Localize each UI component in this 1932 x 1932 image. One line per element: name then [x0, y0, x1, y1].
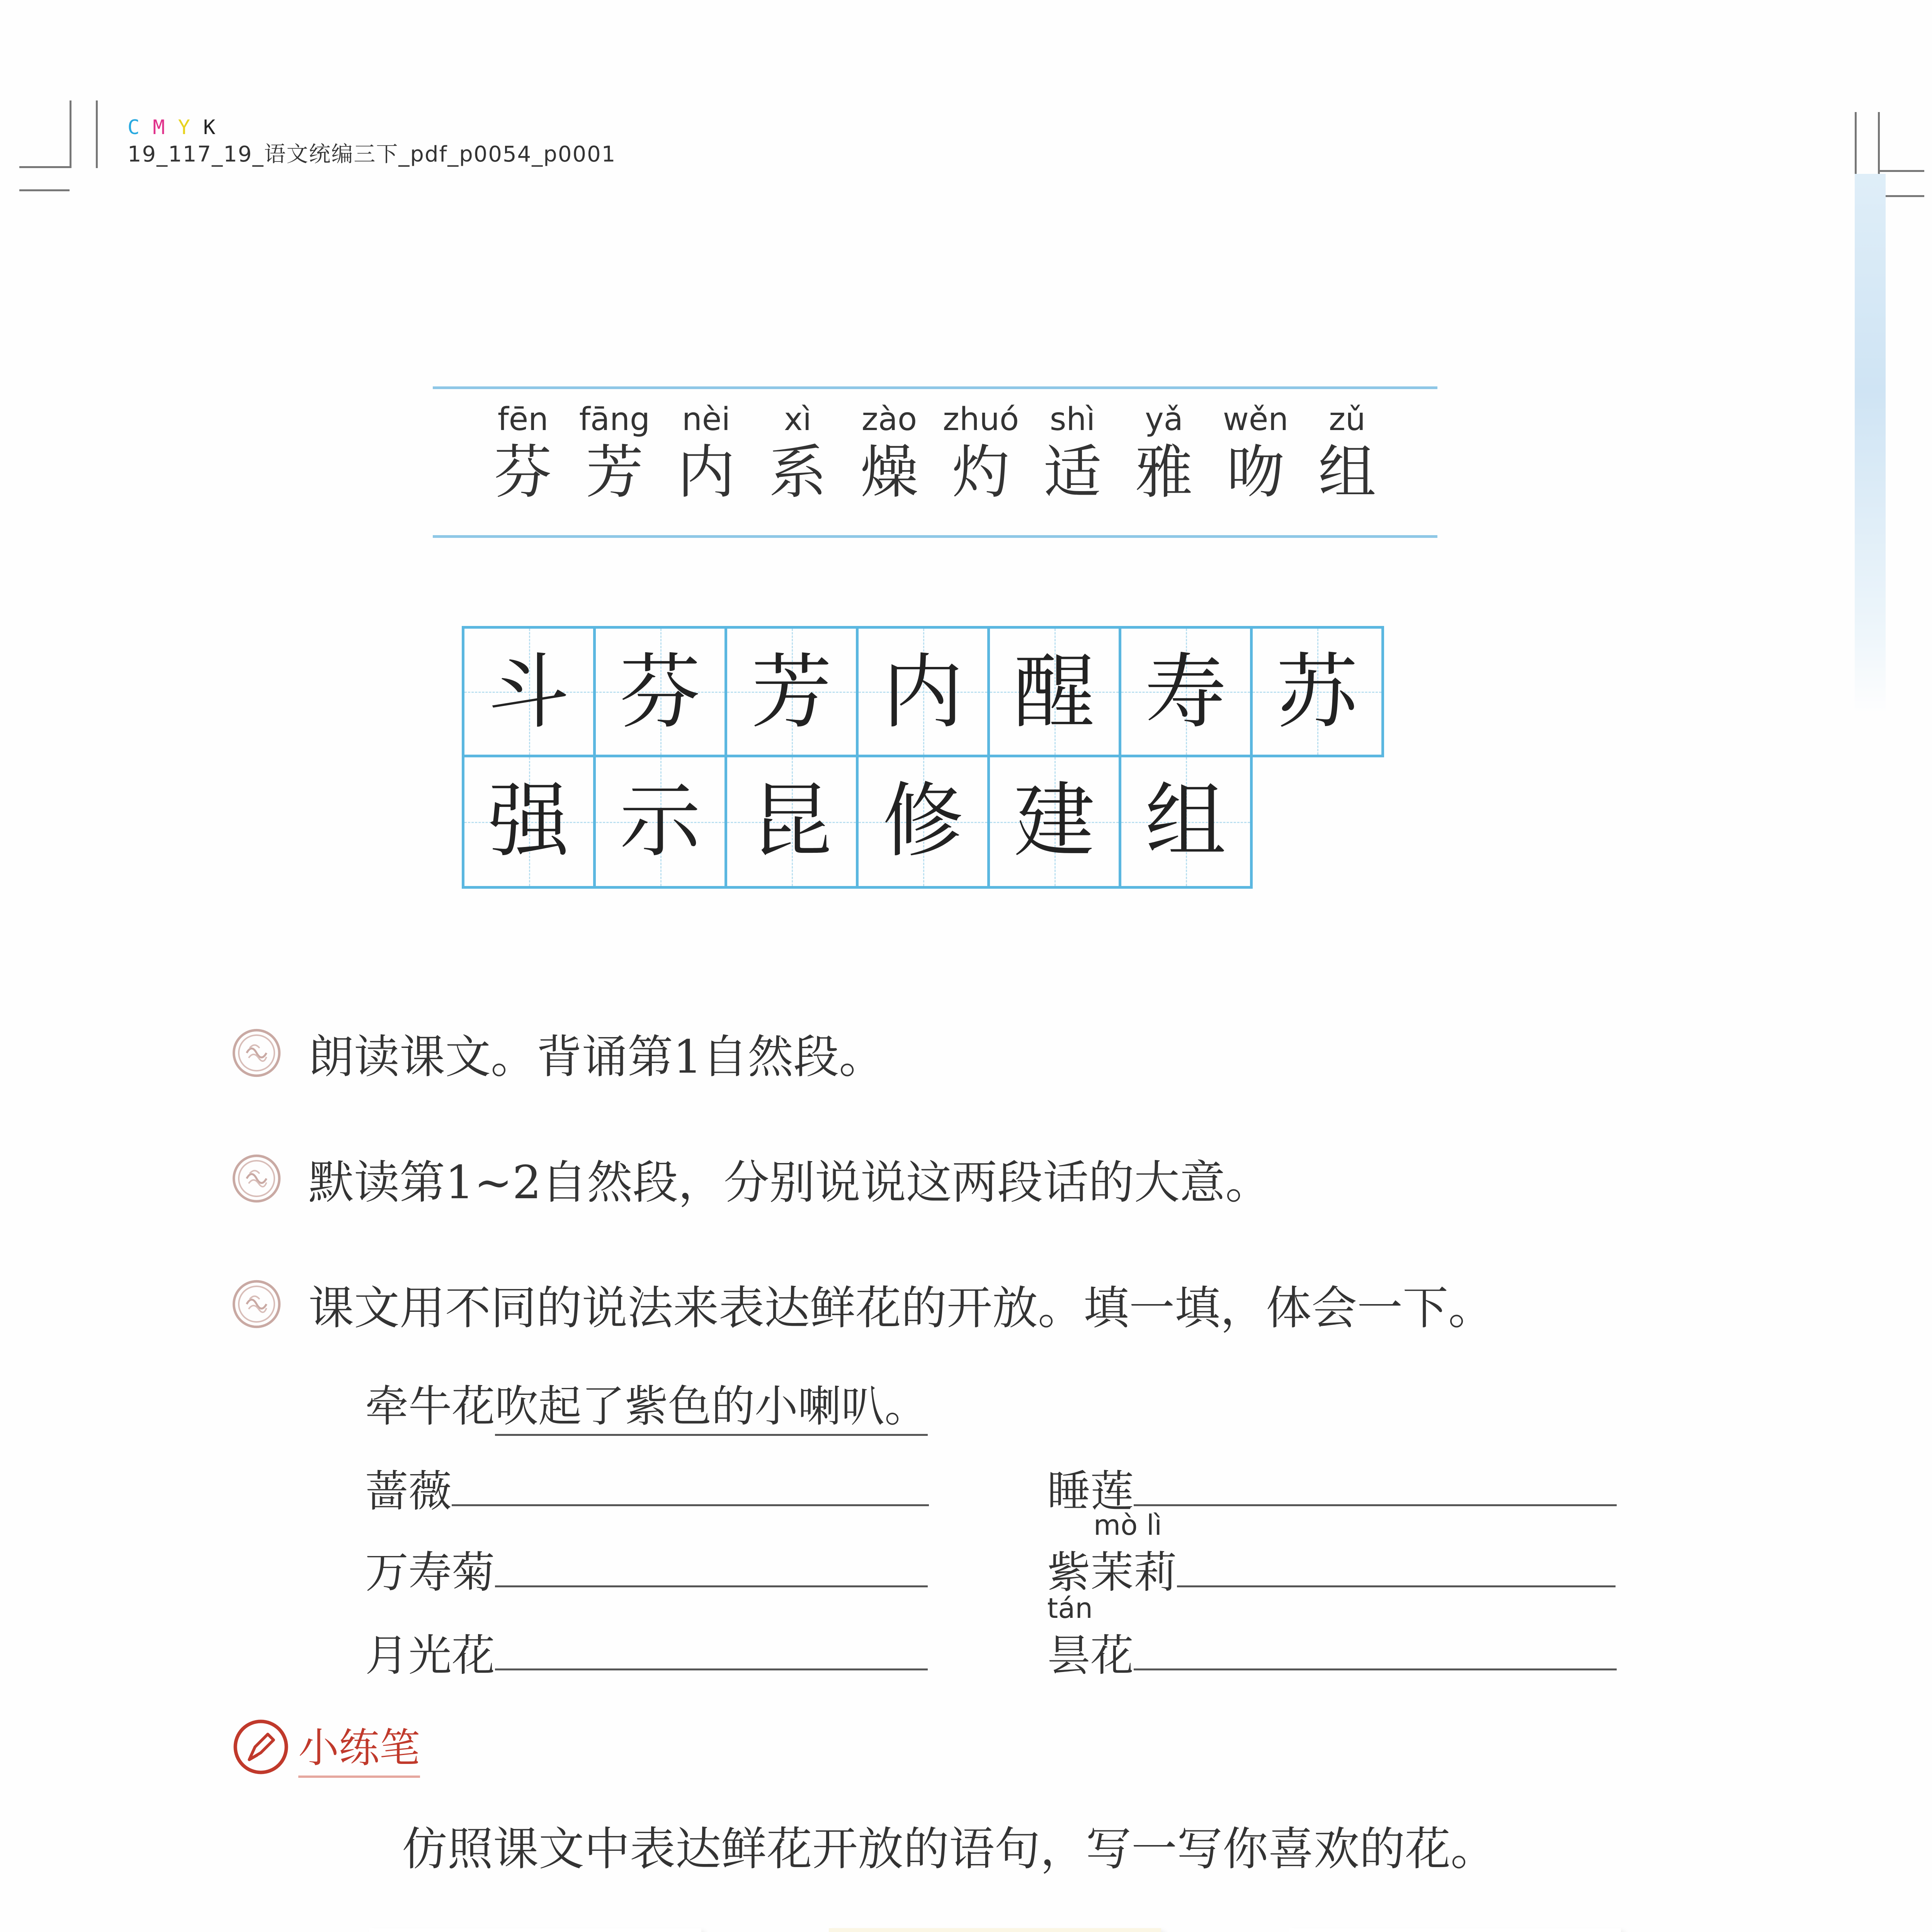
fill-label: 紫茉莉: [1047, 1548, 1177, 1598]
flower-card-peony: [369, 1928, 701, 1932]
cmyk-y: Y: [178, 116, 192, 139]
grid-char: 内: [882, 645, 964, 740]
grid-cell: [859, 757, 990, 889]
vocab-pinyin: nèi: [682, 401, 731, 438]
practice-heading: [232, 1716, 420, 1778]
cmyk-k: K: [203, 116, 217, 139]
grid-char: 寿: [1145, 645, 1226, 740]
sample-sentence: [365, 1372, 928, 1434]
fill-label: 蔷薇: [365, 1466, 452, 1517]
cmyk-marks: [128, 116, 228, 139]
vocab-char: 内: [677, 439, 735, 506]
fill-row-right-2: [1047, 1509, 1616, 1600]
vocab-pinyin: zǔ: [1328, 401, 1366, 438]
crop-mark: [70, 100, 71, 168]
vocab-char: 灼: [952, 439, 1010, 506]
grid-char: 斗: [488, 645, 570, 740]
vocab-top-rule: [433, 386, 1437, 389]
grid-cell: [859, 626, 990, 757]
crop-mark: [1878, 170, 1924, 172]
fill-pinyin: tán: [1047, 1592, 1093, 1624]
vocab-item: [752, 401, 844, 506]
answer-line[interactable]: [452, 1500, 929, 1506]
vocab-char: 适: [1043, 439, 1102, 506]
grid-row-1: [464, 626, 1384, 757]
vocab-pinyin: yǎ: [1145, 401, 1183, 438]
fill-row-left-3: [365, 1621, 928, 1683]
vocab-pinyin: wěn: [1223, 401, 1289, 438]
fill-row-left-1: [365, 1457, 929, 1519]
grid-cell: [990, 626, 1121, 757]
sample-answer: 吹起了紫色的小喇叭。: [495, 1381, 928, 1436]
vocab-pinyin: fāng: [579, 401, 650, 438]
grid-cell: [596, 626, 727, 757]
crop-mark: [19, 166, 70, 168]
fill-label: 月光花: [365, 1631, 495, 1681]
writing-grid: [462, 626, 1384, 889]
vocab-item: [569, 401, 660, 506]
vocab-pinyin: shì: [1049, 401, 1095, 438]
vocab-item: [660, 401, 752, 506]
flower-bullet-icon: [232, 1028, 281, 1078]
vocab-item: [1118, 401, 1210, 506]
crop-mark: [19, 189, 70, 191]
vocab-char: 组: [1318, 439, 1376, 506]
pen-icon: [232, 1718, 290, 1776]
fill-row-right-3: [1047, 1592, 1617, 1683]
vocab-char: 系: [769, 439, 827, 506]
exercise-text: 课文用不同的说法来表达鲜花的开放。填一填，体会一下。: [308, 1281, 1494, 1335]
vocab-item: [477, 401, 569, 506]
practice-prompt: 仿照课文中表达鲜花开放的语句，写一写你喜欢的花。: [402, 1822, 1497, 1876]
grid-char: 昆: [751, 774, 832, 868]
grid-cell: [990, 757, 1121, 889]
fill-label: 昙花: [1047, 1631, 1134, 1681]
fill-row-left-2: [365, 1538, 928, 1600]
grid-char: 苏: [1276, 645, 1358, 740]
vocab-item: [1210, 401, 1301, 506]
vocab-pinyin: fēn: [497, 401, 549, 438]
crop-mark: [1878, 112, 1880, 174]
grid-cell: [1253, 626, 1384, 757]
answer-line[interactable]: [1134, 1665, 1617, 1670]
grid-char: 醒: [1014, 645, 1095, 740]
grid-cell: [464, 757, 596, 889]
grid-cell: [727, 626, 859, 757]
fill-pinyin: mò lì: [1094, 1509, 1162, 1541]
cmyk-c: C: [128, 116, 141, 139]
crop-mark: [1855, 112, 1857, 174]
grid-char: 组: [1145, 774, 1226, 868]
vocab-char: 芳: [585, 439, 644, 506]
vocab-char: 燥: [860, 439, 918, 506]
exercise-text: 朗读课文。背诵第1自然段。: [308, 1030, 885, 1083]
decor-sky-strip: [1855, 174, 1886, 715]
vocab-char: 吻: [1226, 439, 1285, 506]
job-id: 19_117_19_语文统编三下_pdf_p0054_p0001: [128, 142, 616, 167]
vocab-bottom-rule: [433, 535, 1437, 538]
flower-card-orchid: [1289, 1928, 1621, 1932]
grid-char: 建: [1014, 774, 1095, 868]
vocab-pinyin: xì: [784, 401, 812, 438]
vocab-item: [844, 401, 935, 506]
grid-char: 示: [619, 774, 701, 868]
sample-subject: 牵牛花: [365, 1381, 495, 1432]
exercise-2: [232, 1146, 1271, 1211]
grid-char: 修: [882, 774, 964, 868]
grid-char: 强: [488, 774, 570, 868]
vocab-pinyin: zào: [861, 401, 917, 438]
fill-label: 睡莲: [1047, 1466, 1134, 1517]
grid-cell: [596, 757, 727, 889]
grid-cell: [1121, 757, 1253, 889]
vocab-item: [1027, 401, 1118, 506]
grid-cell: [727, 757, 859, 889]
exercise-3: [232, 1271, 1494, 1337]
flower-bullet-icon: [232, 1154, 281, 1203]
vocab-list: [477, 401, 1405, 506]
cmyk-m: M: [153, 116, 167, 139]
exercise-text: 默读第1~2自然段，分别说说这两段话的大意。: [308, 1156, 1271, 1209]
flower-card-sunflower: [829, 1928, 1161, 1932]
crop-mark: [96, 100, 98, 168]
vocab-item: [1301, 401, 1393, 506]
answer-line[interactable]: [495, 1582, 928, 1587]
answer-line[interactable]: [1177, 1582, 1616, 1587]
grid-cell: [1121, 626, 1253, 757]
grid-row-2: [464, 757, 1384, 889]
vocab-char: 芬: [494, 439, 552, 506]
answer-line[interactable]: [495, 1665, 928, 1670]
practice-title: 小练笔: [298, 1716, 420, 1778]
vocab-item: [935, 401, 1027, 506]
exercise-1: [232, 1020, 884, 1086]
answer-line[interactable]: [1134, 1500, 1617, 1506]
flower-bullet-icon: [232, 1279, 281, 1329]
vocab-pinyin: zhuó: [942, 401, 1019, 438]
fill-label: 万寿菊: [365, 1548, 495, 1598]
grid-cell: [464, 626, 596, 757]
grid-char: 芳: [751, 645, 832, 740]
grid-char: 芬: [619, 645, 701, 740]
vocab-char: 雅: [1135, 439, 1193, 506]
